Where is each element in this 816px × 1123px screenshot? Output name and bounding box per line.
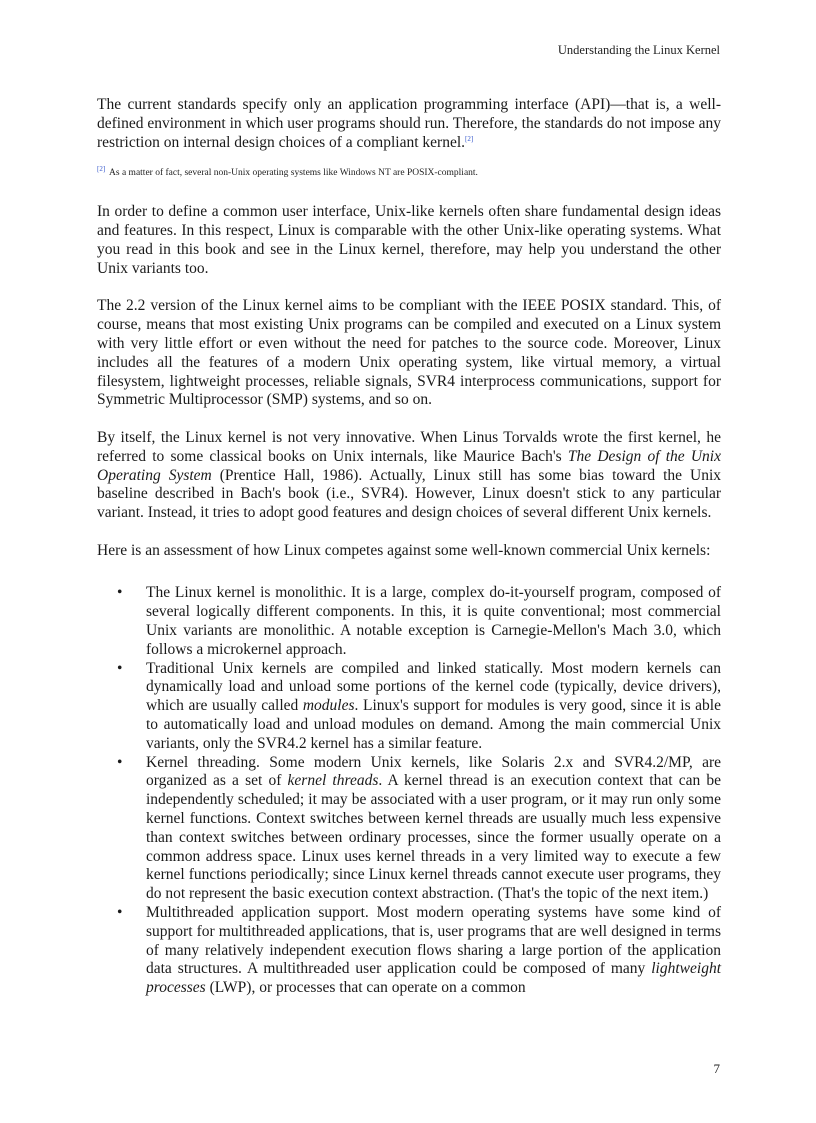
paragraph-api-standards xyxy=(97,96,721,152)
footnote xyxy=(97,163,721,179)
list-item-text: Traditional Unix kernels are compiled and linked statically. Most modern kernels can dynamically load and unload some portions of the kernel code (typically, device drivers), which are usually called xyxy=(146,659,721,715)
paragraph-text: The current standards specify only an application programming interface (API)—that is, a well-defined environment in which user programs should run. Therefore, the standards do not impose any restriction on internal design choices of a compliant kernel. xyxy=(97,96,721,151)
page-body xyxy=(97,96,721,998)
list-item-multithreaded xyxy=(117,904,721,998)
term-modules: modules xyxy=(302,697,355,715)
list-item-text: . Linux's support for modules is very good, since it is able to automatically load and unload modules on demand. Among the main commercial Unix variants, only the SVR4.2 kernel has a similar feature. xyxy=(146,697,721,752)
paragraph-innovation xyxy=(97,429,721,523)
bullet-icon: • xyxy=(117,659,123,677)
bullet-icon: • xyxy=(117,753,123,771)
footnote-reference-link[interactable]: [2] xyxy=(465,134,474,143)
footnote-mark[interactable]: [2] xyxy=(97,165,106,174)
list-item-monolithic xyxy=(117,584,721,659)
running-header-title: Understanding the Linux Kernel xyxy=(557,43,720,57)
list-item-text: (LWP), or processes that can operate on a common xyxy=(205,979,526,997)
footnote-text: As a matter of fact, several non-Unix operating systems like Windows NT are POSIX-compliant. xyxy=(109,168,478,179)
list-item-kernel-threading xyxy=(117,753,721,904)
paragraph-text: (Prentice Hall, 1986). Actually, Linux still has some bias toward the Unix baseline described in Bach's book (i.e., SVR4). However, Linux doesn't stick to any particular variant. Instead, it tries to adopt good features and design choices of several different Unix kernels. xyxy=(97,466,721,522)
list-item-text: Multithreaded application support. Most modern operating systems have some kind of support for multithreaded applications, that is, user programs that are well designed in terms of many relatively independent execution flows sharing a large portion of the application data structures. A multithreaded user application could be composed of many xyxy=(146,904,721,978)
bullet-icon: • xyxy=(117,904,123,922)
bullet-icon: • xyxy=(117,584,123,602)
list-item-text: . A kernel thread is an execution context that can be independently scheduled; it may be associated with a user program, or it may run only some kernel functions. Context switches between kernel threads are usually much less expensive than context switches between ordinary processes, since the former usually operate on a common address space. Linux uses kernel threads in a very limited way to execute a few kernel functions periodically; since Linux kernel threads cannot execute user programs, they do not represent the basic execution context abstraction. (That's the topic of the next item.) xyxy=(146,772,721,903)
paragraph-text: By itself, the Linux kernel is not very innovative. When Linus Torvalds wrote the first kernel, he referred to some classical books on Unix internals, like Maurice Bach's xyxy=(97,428,721,465)
list-item-text: The Linux kernel is monolithic. It is a large, complex do-it-yourself program, composed of several logically different components. In this, it is quite conventional; most commercial Unix variants are monolithic. A notable exception is Carnegie-Mellon's Mach 3.0, which follows a microkernel approach. xyxy=(146,584,721,658)
term-lightweight-processes: lightweight processes xyxy=(146,960,721,997)
list-item-text: Kernel threading. Some modern Unix kernels, like Solaris 2.x and SVR4.2/MP, are organized as a set of xyxy=(146,753,721,790)
book-title: The Design of the Unix Operating System xyxy=(97,447,721,484)
paragraph-posix-compliance: The 2.2 version of the Linux kernel aims to be compliant with the IEEE POSIX standard. This, of course, means that most existing Unix programs can be compiled and executed on a Linux system with very little effort or even without the need for patches to the source code. Moreover, Linux includes all the features of a modern Unix operating system, like virtual memory, a virtual filesystem, lightweight processes, reliable signals, SVR4 interprocess communications, support for Symmetric Multiprocessor (SMP) systems, and so on. xyxy=(97,297,721,409)
page-number: 7 xyxy=(713,1061,720,1076)
comparison-list xyxy=(97,584,721,998)
term-kernel-threads: kernel threads xyxy=(287,772,379,790)
paragraph-common-interface: In order to define a common user interface, Unix-like kernels often share fundamental design ideas and features. In this respect, Linux is comparable with the other Unix-like operating systems. What you read in this book and see in the Linux kernel, therefore, may help you understand the other Unix variants too. xyxy=(97,203,721,277)
list-item-modules xyxy=(117,659,721,754)
paragraph-assessment-intro: Here is an assessment of how Linux competes against some well-known commercial Unix kernels: xyxy=(97,541,711,559)
